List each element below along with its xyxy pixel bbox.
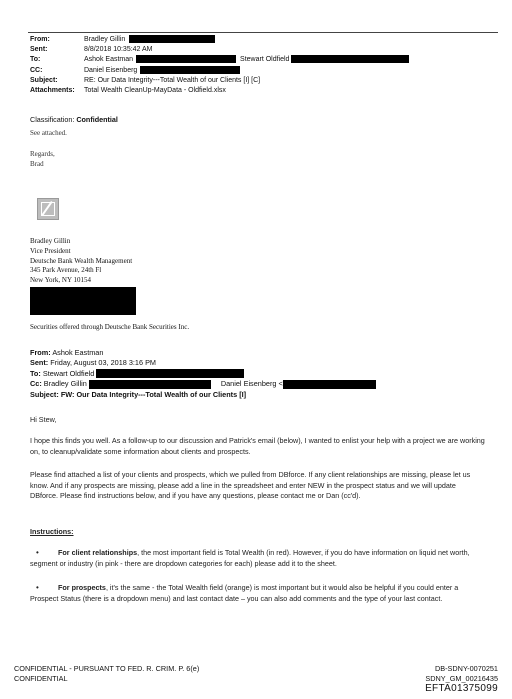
from-value: Bradley Gillin — [84, 36, 126, 43]
reply-closing — [30, 150, 55, 169]
redaction-block — [89, 380, 211, 389]
fw-to-value: Stewart Oldfield — [42, 368, 95, 378]
to-row — [30, 55, 409, 65]
signature-street: 345 Park Avenue, 24th Fl — [30, 266, 102, 275]
attachments-row — [30, 86, 409, 96]
footer-confidential: CONFIDENTIAL — [14, 673, 68, 683]
paragraph-2: Please find attached a list of your clients and prospects, which we pulled from DBforce. If any client relationships are missing, please let us know. And if any prospects are missing, please add a line in the spreadsheet and enter NEW in the prospect status and we will update DBforce. Please find instructions below, and if you have any questions, please contact me or Dan (cc'd). — [30, 470, 471, 500]
cc-label: CC: — [30, 66, 43, 74]
fw-sent-label: Sent: — [30, 358, 49, 368]
redaction-block — [30, 287, 136, 315]
closing-line-1: Regards, — [30, 150, 55, 158]
bullet-icon: • — [36, 548, 39, 557]
bullet-prospects-lead: For prospects — [58, 583, 106, 592]
subject-label: Subject: — [30, 76, 58, 84]
fw-sent-value: Friday, August 03, 2018 3:16 PM — [50, 358, 157, 368]
bullet-client — [30, 548, 485, 569]
fw-cc-value-2: Daniel Eisenberg < — [220, 379, 283, 389]
bullet-client-text — [30, 548, 485, 569]
footer-confidential-rule: CONFIDENTIAL - PURSUANT TO FED. R. CRIM. P. 6(e) — [14, 664, 200, 673]
bullet-prospects — [30, 583, 485, 604]
signature-city: New York, NY 10154 — [30, 276, 91, 285]
fw-cc-row — [30, 379, 376, 389]
bullet-client-lead: For client relationships — [58, 548, 138, 557]
sent-label: Sent: — [30, 46, 48, 54]
signature-title: Vice President — [30, 246, 71, 255]
attachments-label: Attachments: — [30, 87, 75, 95]
subject-row — [30, 76, 409, 86]
instructions-heading: Instructions: — [30, 527, 74, 536]
fw-to-label: To: — [30, 368, 41, 378]
deutsche-bank-logo-icon — [37, 198, 59, 220]
redaction-block — [140, 66, 240, 74]
fw-from-value: Ashok Eastman — [52, 348, 104, 357]
redaction-block — [291, 55, 409, 63]
from-row — [30, 35, 409, 45]
signature-company: Deutsche Bank Wealth Management — [30, 256, 133, 265]
cc-row — [30, 66, 409, 76]
to-value-2: Stewart Oldfield — [240, 56, 290, 64]
bullet-prospects-text — [30, 583, 485, 604]
footer-right — [425, 664, 498, 694]
fw-subject-value: FW: Our Data Integrity---Total Wealth of our Clients [I] — [60, 389, 247, 399]
bullet-client-body: , the most important field is Total Wealth (in red). However, if you do have information on liquid net worth, segment or industry (in pink - there are dropdown categories for each) please add it to the sheet. — [30, 548, 470, 568]
redaction-block — [283, 380, 376, 389]
cc-value: Daniel Eisenberg — [84, 66, 138, 74]
fw-from-label: From: — [30, 348, 51, 357]
footer-bates-2: SDNY_GM_00216435 — [425, 673, 498, 683]
fw-cc-label: Cc: — [30, 379, 42, 389]
redaction-block — [96, 369, 244, 378]
header-rule — [28, 32, 498, 33]
bullet-icon: • — [36, 583, 39, 592]
paragraph-1: I hope this finds you well. As a follow-up to our discussion and Patrick's email (below), I wanted to enlist your help with a project we are working on, to cleanup/validate some information about clients and prospects. — [30, 436, 485, 456]
footer-efta: EFTA01375099 — [425, 683, 498, 694]
redaction-block — [129, 35, 215, 43]
fw-from-row — [30, 348, 376, 358]
classification — [30, 115, 118, 124]
email-header — [30, 35, 409, 96]
signature-block — [30, 237, 132, 286]
fw-sent-row — [30, 358, 376, 368]
redaction-block — [136, 55, 236, 63]
from-label: From: — [30, 36, 50, 43]
bullet-prospects-body: , it's the same - the Total Wealth field (orange) is most important but it would also be helpful if you could enter a Prospect Status (there is a dropdown menu) and last contact date – you can also add comments and the type of your last contact. — [30, 583, 459, 603]
sent-value: 8/8/2018 10:35:42 AM — [84, 46, 153, 54]
signature-disclaimer: Securities offered through Deutsche Bank Securities Inc. — [30, 323, 190, 331]
greeting: Hi Stew, — [30, 415, 57, 424]
attachment-link[interactable]: Total Wealth CleanUp-MayData - Oldfield.xlsx — [84, 87, 226, 95]
footer-left — [14, 664, 199, 683]
to-value-1: Ashok Eastman — [84, 56, 134, 64]
fw-subject-row — [30, 390, 376, 400]
subject-value: RE: Our Data Integrity---Total Wealth of our Clients [I] [C] — [84, 76, 261, 84]
to-label: To: — [30, 56, 41, 64]
footer-bates-1: DB-SDNY-0070251 — [434, 664, 498, 673]
forwarded-header — [30, 348, 376, 400]
classification-label: Classification: — [30, 115, 75, 124]
sent-row — [30, 45, 409, 55]
reply-body: See attached. — [30, 129, 67, 137]
signature-name: Bradley Gillin — [30, 237, 71, 245]
closing-line-2: Brad — [30, 159, 44, 168]
fw-cc-value-1: Bradley Gillin — [43, 379, 87, 389]
fw-subject-label: Subject: — [30, 389, 59, 399]
classification-value: Confidential — [76, 115, 118, 124]
fw-to-row — [30, 369, 376, 379]
